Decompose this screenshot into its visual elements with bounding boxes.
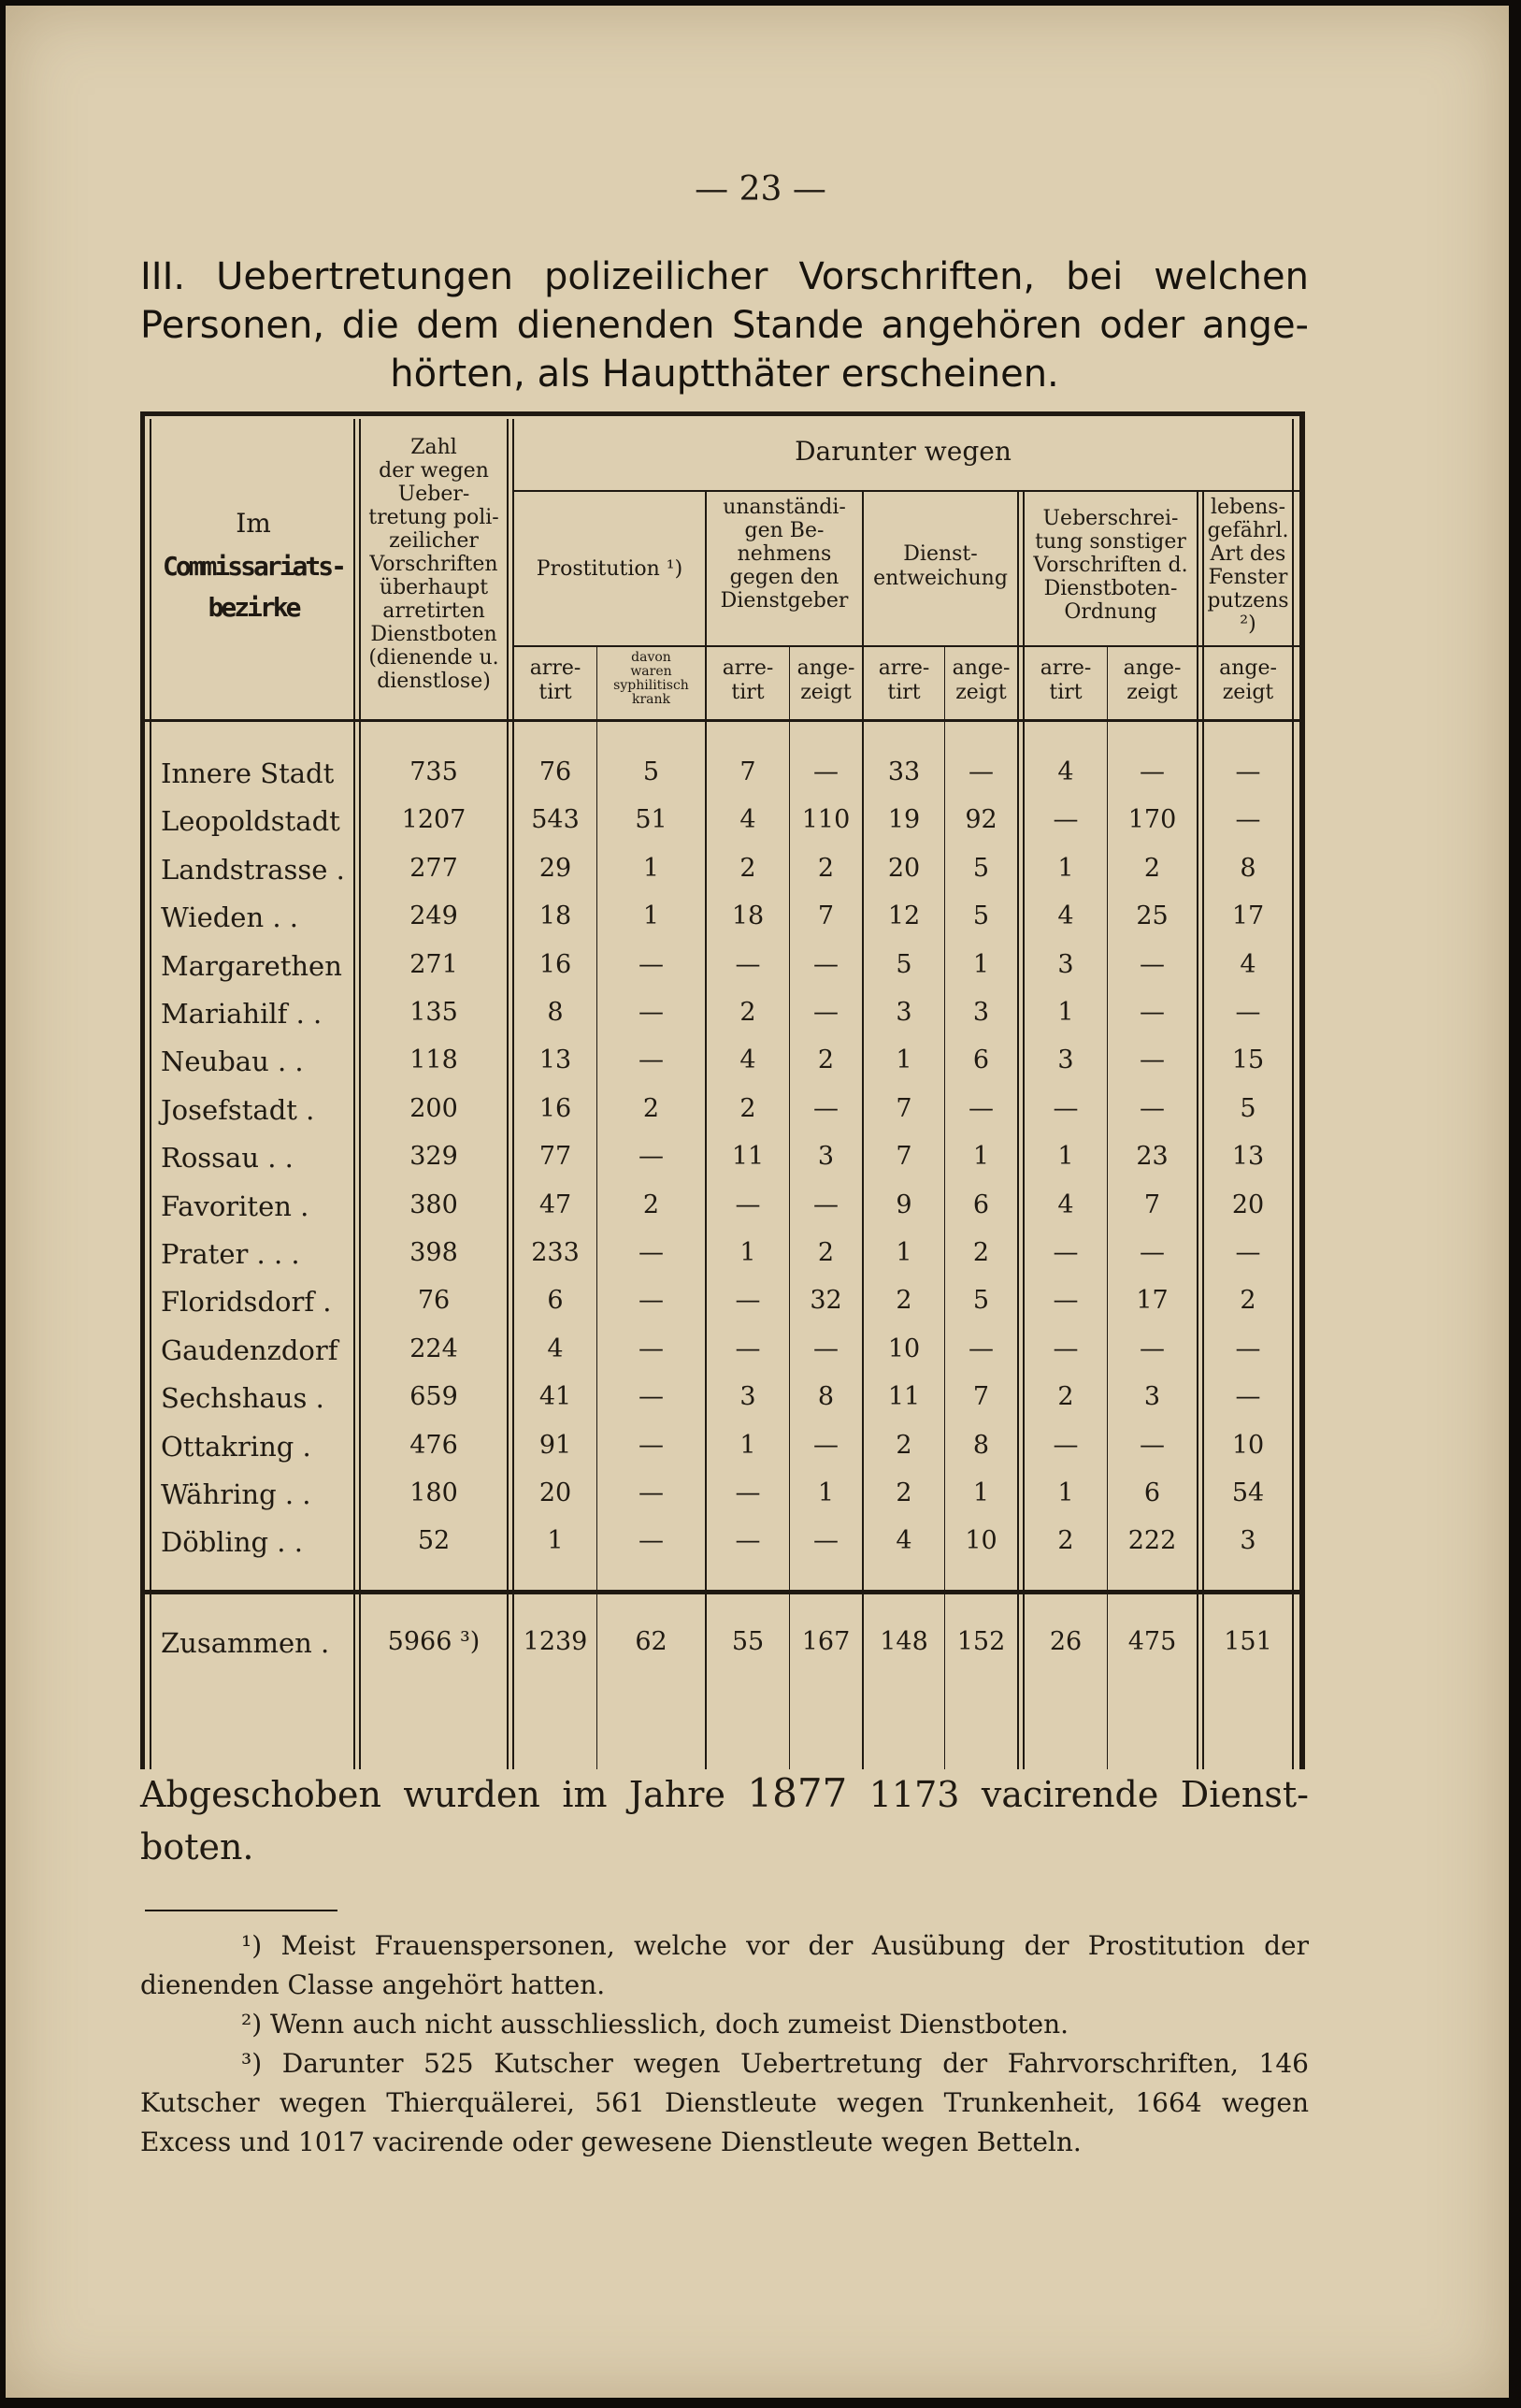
table-row-cell: — [1053,805,1079,835]
table-row-cell: — [1140,1334,1165,1363]
table-row-cell: 17 [1231,901,1265,931]
table-row-cell: — [639,1382,664,1412]
table-row-cell: 16 [538,1093,572,1123]
subheader-line: zeigt [1126,681,1178,704]
table-row-cell: — [1235,1334,1261,1363]
table-row-cell: — [969,757,994,786]
table-row-cell: 9 [896,1190,912,1219]
table-row-cell: 329 [409,1142,458,1172]
table-row-label: Prater . . . [161,1238,300,1270]
header-prostitution: Prostitution ¹) [536,557,683,581]
table-row-cell: — [639,1478,664,1507]
table-row-cell: 1207 [401,805,466,835]
subheader-line: davon [631,650,671,665]
table-row-cell: 1 [896,1238,912,1267]
table-row-cell: — [813,998,839,1027]
header-fensterputzen [1204,496,1292,636]
table-row-cell: 4 [547,1334,564,1363]
table-row-cell: 224 [409,1334,458,1363]
body-paragraph [140,1767,1309,1873]
heading-line-3: hörten, als Hauptthäter erscheinen. [390,353,1059,396]
table-row-cell: 13 [538,1045,572,1075]
subheader-arretirt [514,656,596,705]
table-row-cell: — [639,1045,664,1075]
subheader-arretirt [1025,656,1107,705]
table-row-cell: 10 [1231,1430,1265,1460]
subheader-line: krank [631,692,671,707]
subheader-line: tirt [731,681,765,704]
table-row-cell: 2 [642,1093,660,1123]
table-row-cell: — [1140,1238,1165,1267]
table-row-cell: — [813,1430,839,1460]
header-total-line: Vorschriften [369,553,498,576]
table-row-label: Innere Stadt [161,757,335,789]
table-row-cell: 2 [817,1045,835,1075]
header-group-line: nehmens [737,542,832,566]
table-row-cell: 3 [896,998,912,1027]
subheader-line: ange- [952,656,1011,680]
subheader-line: ange- [796,656,855,680]
header-dienstentweichung [864,542,1017,591]
table-row-cell: — [1140,949,1165,979]
header-total-line: überhaupt [379,576,489,599]
table-row-cell: 233 [531,1238,580,1267]
header-group-line: Art des [1210,542,1286,566]
table-row-cell: 1 [1057,1142,1074,1172]
table-row-cell: — [639,1142,664,1172]
table-row-cell: 2 [1057,1382,1074,1412]
header-group-line: unanständi- [723,496,846,519]
table-row-cell: 10 [887,1334,921,1363]
header-group-line: ²) [1240,613,1256,636]
table-row-cell: — [1140,1093,1165,1123]
table-row-cell: 1 [972,949,990,979]
subheader-line: arre- [529,656,581,680]
table-row-cell: 2 [739,998,756,1027]
table-row-cell: 4 [739,805,756,835]
table-row-cell: 8 [817,1382,835,1412]
table-row-cell: 659 [409,1382,458,1412]
table-row-cell: 110 [801,805,851,835]
heading-line-2: Personen, die dem dienenden Stande angehören oder ange- [140,304,1309,347]
table-row-cell: 2 [896,1430,912,1460]
body-text-before: Abgeschoben wurden im Jahre [140,1774,725,1815]
header-group-line: Ueberschrei- [1042,507,1179,530]
table-row-cell: 11 [731,1142,765,1172]
table-row-cell: 1 [817,1478,835,1507]
table-row-cell: — [735,1286,761,1316]
total-row-cell: 62 [635,1627,667,1656]
table-row-label: Josefstadt . [161,1093,315,1126]
table-row-cell: 4 [1057,1190,1074,1219]
table-row-cell: 1 [1057,1478,1074,1507]
header-im: Im [236,508,271,539]
table-row-cell: — [813,1190,839,1219]
table-row-cell: 2 [1143,853,1161,883]
total-row-cell: 148 [880,1627,928,1656]
table-row-cell: 3 [739,1382,756,1412]
table-row-cell: 7 [1143,1190,1161,1219]
total-row-cell: 55 [731,1627,765,1656]
table-row-cell: 3 [1240,1526,1256,1556]
table-row-cell: 271 [409,949,458,979]
table-row-label: Währing . . [161,1478,311,1510]
table-row-cell: — [1140,757,1165,786]
subheader-line: syphilitisch [613,678,689,693]
table-row-cell: 25 [1136,901,1169,931]
table-row-cell: — [1053,1286,1079,1316]
table-row-cell: 1 [1057,998,1074,1027]
table-row-cell: 4 [1057,901,1074,931]
table-row-cell: — [1053,1238,1079,1267]
footnote-text: ²) Wenn auch nicht ausschliesslich, doch zumeist Dienstboten. [241,2009,1069,2040]
subheader-angezeigt [1108,656,1197,705]
table-row-cell: 398 [409,1238,458,1267]
subheader-syphilitisch [597,651,705,707]
table-row-label: Neubau . . [161,1045,304,1078]
table-row-cell: — [735,1526,761,1556]
table-row-cell: — [1235,805,1261,835]
table-row-cell: 17 [1136,1286,1169,1316]
table-row-label: Favoriten . [161,1190,309,1222]
table-row-label: Wieden . . [161,901,299,934]
header-group-line: Dienstboten- [1043,577,1178,600]
table-row-cell: 2 [896,1286,912,1316]
table-row-label: Ottakring . [161,1430,311,1463]
table-row-cell: 6 [972,1190,990,1219]
table-row-cell: 5 [972,1286,990,1316]
header-group-line: putzens [1207,589,1289,613]
table-row-cell: 23 [1136,1142,1169,1172]
table-row-cell: — [639,1238,664,1267]
subheader-arretirt [707,656,789,705]
table-row-cell: 1 [1057,853,1074,883]
table-row-cell: — [1053,1093,1079,1123]
table-row-cell: 476 [409,1430,458,1460]
table-row-cell: 54 [1231,1478,1265,1507]
table-row-cell: — [813,1093,839,1123]
table-row-cell: — [969,1334,994,1363]
table-row-cell: 135 [409,998,458,1027]
subheader-line: zeigt [800,681,852,704]
table-row-cell: 76 [417,1286,451,1316]
table-row-cell: — [1140,1045,1165,1075]
table-row-cell: 92 [965,805,997,835]
table-row-cell: 380 [409,1190,458,1219]
table-row-cell: 1 [547,1526,564,1556]
subheader-line: tirt [887,681,921,704]
table-row-cell: 4 [739,1045,756,1075]
header-total-line: Zahl [410,436,457,459]
header-total-arrested [361,436,507,693]
table-row-cell: 11 [887,1382,921,1412]
header-dienstbotenordnung [1025,507,1197,624]
table-row-label: Margarethen [161,949,342,982]
table-row-cell: 20 [1231,1190,1265,1219]
total-row-cell: 5966 ³) [387,1627,481,1656]
table-row-cell: — [813,1526,839,1556]
table-row-cell: 3 [1057,949,1074,979]
table-row-cell: — [639,1334,664,1363]
table-row-cell: 41 [538,1382,572,1412]
footnote-1 [140,1926,1309,2005]
table-row-cell: — [813,1334,839,1363]
header-group-line: gegen den [729,566,839,589]
subheader-arretirt [864,656,944,705]
table-row-cell: 32 [810,1286,842,1316]
table-row-cell: 33 [887,757,921,786]
table-row-cell: 76 [538,757,572,786]
table-row-cell: 5 [972,853,990,883]
table-row-cell: 5 [972,901,990,931]
table-row-cell: 2 [739,853,756,883]
table-row-cell: 1 [896,1045,912,1075]
table-row-cell: 118 [409,1045,458,1075]
table-row-cell: 735 [409,757,458,786]
subheader-angezeigt [790,656,862,705]
footnote-2 [140,2005,1309,2044]
table-row-label: Mariahilf . . [161,998,323,1030]
table-row-cell: 5 [642,757,660,786]
table-row-cell: 7 [896,1093,912,1123]
table-row-label: Döbling . . [161,1526,303,1559]
table-row-cell: 8 [972,1430,990,1460]
body-text-after: 1173 vacirende Dienst-boten. [140,1774,1309,1867]
total-row-cell: 475 [1127,1627,1177,1656]
table-row-cell: 2 [972,1238,990,1267]
total-row-label: Zusammen . [161,1627,330,1659]
table-row-cell: 6 [972,1045,990,1075]
header-total-line: zeilicher [389,529,479,553]
header-group-line: Vorschriften d. [1033,554,1188,577]
table-row-cell: — [813,757,839,786]
table-row-cell: 20 [538,1478,572,1507]
table-row-cell: — [1235,1238,1261,1267]
table-row-cell: 543 [531,805,580,835]
header-total-line: tretung poli- [368,506,499,529]
subheader-line: arre- [722,656,774,680]
header-unanstaendig [707,496,862,613]
table-row-cell: — [969,1093,994,1123]
table-row-cell: 6 [547,1286,564,1316]
footnote-text: ¹) Meist Frauenspersonen, welche vor der Ausübung der Prostitution der dienenden Classe angehört hatten. [140,1930,1309,2000]
table-row-cell: 180 [409,1478,458,1507]
table-row-cell: — [1235,1382,1261,1412]
table-row-cell: 5 [896,949,912,979]
subheader-line: zeigt [955,681,1007,704]
total-row-cell: 167 [801,1627,851,1656]
header-total-line: (dienende u. [368,646,499,670]
table-row-cell: 7 [739,757,756,786]
table-row-cell: — [1140,1430,1165,1460]
statistics-table [140,411,1305,1769]
table-row-cell: — [1053,1334,1079,1363]
table-row-cell: — [639,1526,664,1556]
header-total-line: dienstlose) [377,670,491,693]
section-heading [140,252,1309,398]
table-row-cell: 2 [817,853,835,883]
subheader-angezeigt [945,656,1017,705]
table-row-cell: — [1053,1430,1079,1460]
table-row-cell: 1 [642,901,660,931]
header-total-line: arretirten [382,599,485,623]
total-row-cell: 1239 [523,1627,588,1656]
table-row-cell: 18 [538,901,572,931]
table-row-cell: — [639,998,664,1027]
table-row-cell: 8 [1240,853,1256,883]
header-group-line: lebens- [1210,496,1286,519]
table-row-cell: — [813,949,839,979]
table-row-cell: 52 [417,1526,451,1556]
table-row-cell: 2 [1057,1526,1074,1556]
body-year: 1877 [747,1770,848,1816]
header-group-line: Ordnung [1064,600,1157,624]
table-row-cell: 7 [817,901,835,931]
table-row-cell: 5 [1240,1093,1256,1123]
table-row-cell: 6 [1143,1478,1161,1507]
subheader-line: waren [630,664,672,679]
table-row-cell: 277 [409,853,458,883]
table-row-cell: — [639,1430,664,1460]
header-total-line: Dienstboten [370,623,497,646]
header-group-line: entweichung [873,567,1008,590]
table-row-cell: 20 [887,853,921,883]
table-row-cell: 29 [538,853,572,883]
header-group-line: Dienstgeber [720,589,849,613]
subheader-angezeigt [1204,656,1292,705]
table-row-cell: — [1235,998,1261,1027]
table-row-cell: 1 [739,1238,756,1267]
table-row-cell: 51 [635,805,667,835]
table-row-cell: 12 [887,901,921,931]
footnote-text: ³) Darunter 525 Kutscher wegen Uebertretung der Fahrvorschriften, 146 Kutscher wegen Thierquälerei, 561 Dienstleute wegen Trunkenheit, 1664 wegen Excess und 1017 vacirende oder gewesene Dienstleute wegen Betteln. [140,2048,1309,2157]
table-row-label: Landstrasse . [161,853,345,886]
table-row-cell: 4 [1057,757,1074,786]
table-row-cell: 2 [739,1093,756,1123]
table-row-cell: 47 [538,1190,572,1219]
table-row-cell: 3 [1143,1382,1161,1412]
subheader-line: ange- [1123,656,1182,680]
table-row-cell: 77 [538,1142,572,1172]
table-row-cell: — [639,949,664,979]
total-row-cell: 152 [956,1627,1006,1656]
total-row-cell: 151 [1224,1627,1272,1656]
header-total-line: der wegen [379,459,489,483]
table-row-cell: — [639,1286,664,1316]
table-row-cell: 3 [1057,1045,1074,1075]
page-number: — 23 — [695,170,826,209]
table-row-cell: 3 [972,998,990,1027]
table-row-cell: 18 [731,901,765,931]
header-darunter-wegen: Darunter wegen [795,436,1012,467]
header-group-line: Fenster [1208,566,1288,589]
subheader-line: tirt [1049,681,1083,704]
table-row-cell: 10 [965,1526,997,1556]
subheader-line: arre- [878,656,930,680]
table-row-cell: — [735,1334,761,1363]
table-row-cell: 13 [1231,1142,1265,1172]
table-row-cell: 3 [817,1142,835,1172]
table-row-cell: 1 [739,1430,756,1460]
table-row-cell: 19 [887,805,921,835]
table-row-cell: 170 [1127,805,1177,835]
table-row-cell: 2 [896,1478,912,1507]
subheader-line: ange- [1219,656,1277,680]
subheader-line: zeigt [1222,681,1274,704]
table-row-cell: — [735,1478,761,1507]
header-group-line: gefährl. [1207,519,1289,542]
table-row-cell: 222 [1127,1526,1177,1556]
subheader-line: tirt [538,681,572,704]
table-row-label: Floridsdorf . [161,1286,332,1319]
table-row-cell: 4 [1240,949,1256,979]
table-row-cell: 16 [538,949,572,979]
table-row-cell: — [1235,757,1261,786]
table-row-cell: 2 [642,1190,660,1219]
table-row-cell: 91 [538,1430,572,1460]
table-row-cell: 7 [972,1382,990,1412]
table-row-cell: 200 [409,1093,458,1123]
table-row-cell: 4 [896,1526,912,1556]
table-row-label: Sechshaus . [161,1382,324,1415]
header-group-line: tung sonstiger [1035,530,1186,554]
table-row-label: Rossau . . [161,1142,294,1175]
table-row-cell: 1 [972,1478,990,1507]
table-row-cell: 8 [547,998,564,1027]
table-row-cell: 7 [896,1142,912,1172]
header-total-line: Ueber- [397,483,470,506]
table-row-cell: — [735,949,761,979]
table-row-cell: 1 [642,853,660,883]
footnote-3 [140,2044,1309,2162]
heading-line-1: III. Uebertretungen polizeilicher Vorschriften, bei welchen [140,255,1309,298]
header-group-line: Dienst- [903,542,978,566]
table-row-label: Gaudenzdorf [161,1334,338,1366]
header-commissariats: Commissariats- [162,551,344,582]
table-row-cell: 2 [817,1238,835,1267]
table-row-cell: — [735,1190,761,1219]
total-row-cell: 26 [1049,1627,1083,1656]
table-row-label: Leopoldstadt [161,805,340,838]
table-row-cell: — [1140,998,1165,1027]
footnote-rule [145,1910,337,1911]
subheader-line: arre- [1040,656,1092,680]
table-row-cell: 15 [1231,1045,1265,1075]
header-bezirke: bezirke [208,592,299,623]
header-group-line: gen Be- [744,519,825,542]
table-row-cell: 2 [1240,1286,1256,1316]
table-row-cell: 1 [972,1142,990,1172]
table-row-cell: 249 [409,901,458,931]
